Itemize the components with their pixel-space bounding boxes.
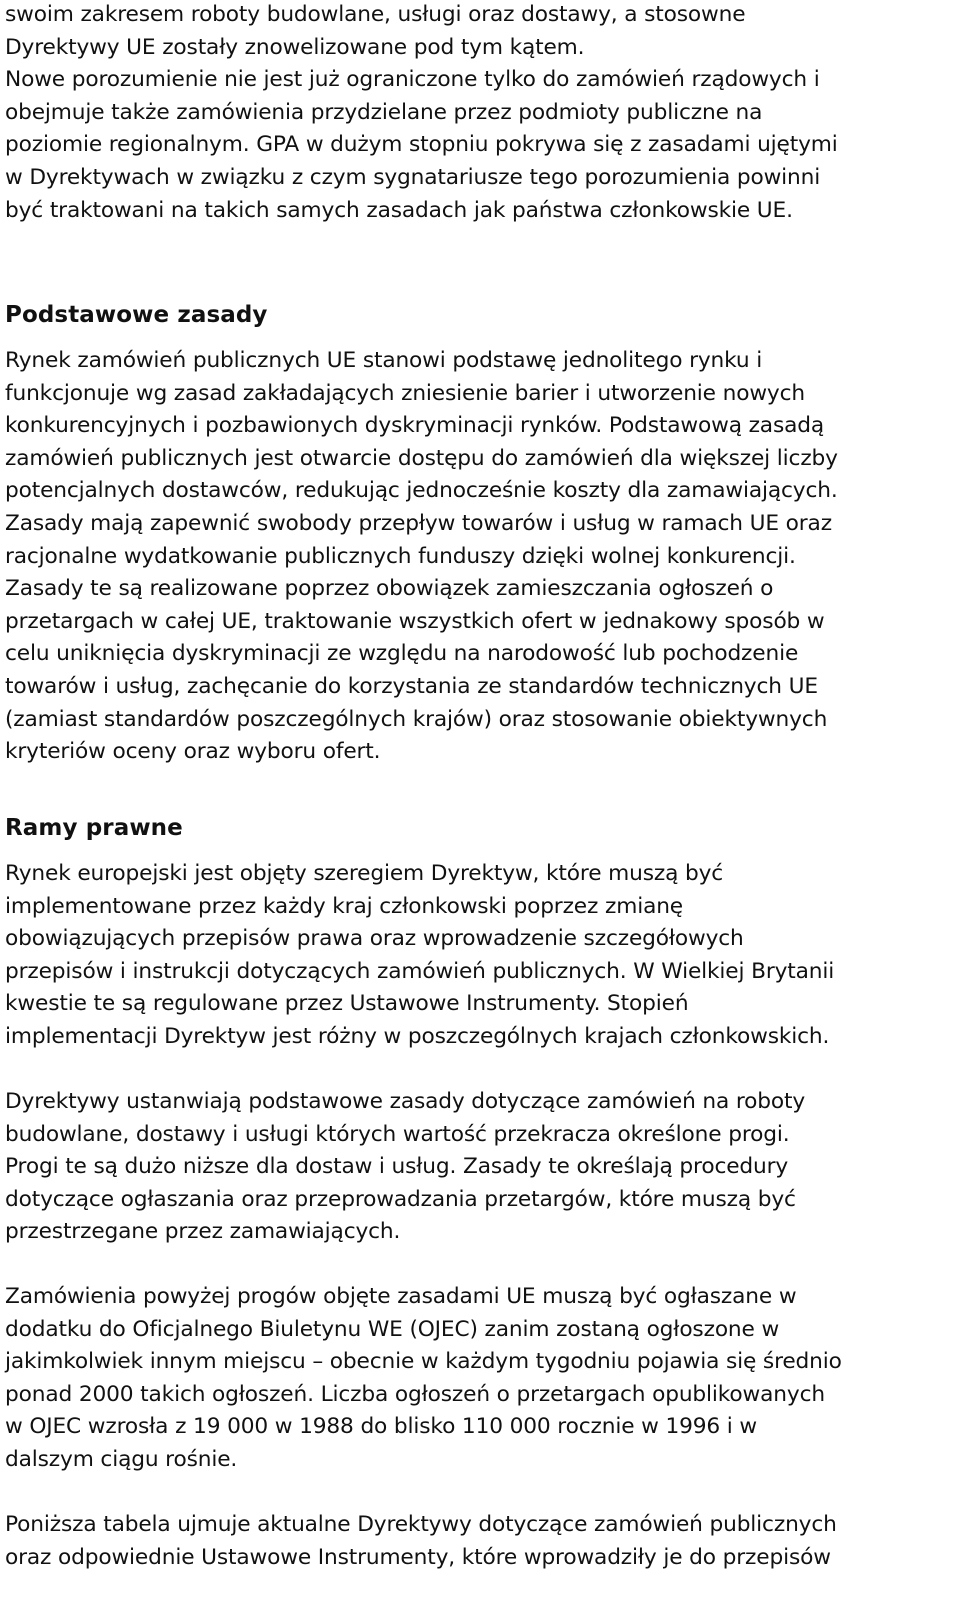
text-line: jakimkolwiek innym miejscu – obecnie w każdym tygodniu pojawia się średnio <box>5 1349 842 1375</box>
text-line: (zamiast standardów poszczególnych krajów) oraz stosowanie obiektywnych <box>5 706 828 732</box>
text-line: implementowane przez każdy kraj członkowski poprzez zmianę <box>5 893 683 919</box>
text-line: ponad 2000 takich ogłoszeń. Liczba ogłoszeń o przetargach opublikowanych <box>5 1381 825 1407</box>
legal-framework-paragraph <box>5 858 834 1054</box>
text-line: swoim zakresem roboty budowlane, usługi oraz dostawy, a stosowne <box>5 2 746 27</box>
text-line: Dyrektywy ustanwiają podstawowe zasady dotyczące zamówień na roboty <box>5 1089 806 1114</box>
text-line: Nowe porozumienie nie jest już ograniczone tylko do zamówień rządowych i <box>5 67 820 93</box>
text-line: przestrzegane przez zamawiających. <box>5 1219 401 1245</box>
text-line: funkcjonuje wg zasad zakładających zniesienie barier i utworzenie nowych <box>5 380 805 406</box>
intro-paragraph <box>5 0 838 227</box>
table-intro-paragraph <box>5 1509 837 1574</box>
text-line: przetargach w całej UE, traktowanie wszystkich ofert w jednakowy sposób w <box>5 608 825 634</box>
text-line: zamówień publicznych jest otwarcie dostępu do zamówień dla większej liczby <box>5 445 838 471</box>
text-line: przepisów i instrukcji dotyczących zamówień publicznych. W Wielkiej Brytanii <box>5 958 835 984</box>
text-line: celu uniknięcia dyskryminacji ze względu na narodowość lub pochodzenie <box>5 641 799 667</box>
section-heading-legal-framework: Ramy prawne <box>5 815 183 841</box>
text-line: obowiązujących przepisów prawa oraz wprowadzenie szczegółowych <box>5 926 744 952</box>
text-line: racjonalne wydatkowanie publicznych funduszy dzięki wolnej konkurencji. <box>5 543 796 569</box>
basic-principles-paragraph <box>5 345 838 769</box>
text-line: towarów i usług, zachęcanie do korzystania ze standardów technicznych UE <box>5 673 818 699</box>
text-line: Progi te są dużo niższe dla dostaw i usług. Zasady te określają procedury <box>5 1154 789 1180</box>
text-line: Poniższa tabela ujmuje aktualne Dyrektywy dotyczące zamówień publicznych <box>5 1512 837 1537</box>
text-line: implementacji Dyrektyw jest różny w poszczególnych krajach członkowskich. <box>5 1023 830 1049</box>
text-line: dalszym ciągu rośnie. <box>5 1446 238 1472</box>
text-line: konkurencyjnych i pozbawionych dyskryminacji rynków. Podstawową zasadą <box>5 413 824 439</box>
text-line: kwestie te są regulowane przez Ustawowe Instrumenty. Stopień <box>5 991 689 1017</box>
ojec-paragraph <box>5 1281 842 1477</box>
text-line: Rynek zamówień publicznych UE stanowi podstawę jednolitego rynku i <box>5 348 763 373</box>
text-line: Zamówienia powyżej progów objęte zasadami UE muszą być ogłaszane w <box>5 1284 797 1309</box>
text-line: Zasady te są realizowane poprzez obowiązek zamieszczania ogłoszeń o <box>5 576 774 602</box>
text-line: potencjalnych dostawców, redukując jednocześnie koszty dla zamawiających. <box>5 478 838 504</box>
text-line: budowlane, dostawy i usługi których wartość przekracza określone progi. <box>5 1121 790 1147</box>
section-heading-basic-principles: Podstawowe zasady <box>5 302 268 328</box>
directives-paragraph <box>5 1086 805 1249</box>
text-line: w OJEC wzrosła z 19 000 w 1988 do blisko 110 000 rocznie w 1996 i w <box>5 1414 758 1440</box>
text-line: Rynek europejski jest objęty szeregiem Dyrektyw, które muszą być <box>5 861 724 886</box>
text-line: poziomie regionalnym. GPA w dużym stopniu pokrywa się z zasadami ujętymi <box>5 132 838 158</box>
text-line: obejmuje także zamówienia przydzielane przez podmioty publiczne na <box>5 99 763 125</box>
text-line: w Dyrektywach w związku z czym sygnatariusze tego porozumienia powinni <box>5 164 821 190</box>
text-line: oraz odpowiednie Ustawowe Instrumenty, które wprowadziły je do przepisów <box>5 1544 831 1570</box>
text-line: kryteriów oceny oraz wyboru ofert. <box>5 739 381 765</box>
text-line: Zasady mają zapewnić swobody przepływ towarów i usług w ramach UE oraz <box>5 510 832 536</box>
text-line: być traktowani na takich samych zasadach jak państwa członkowskie UE. <box>5 197 793 223</box>
text-line: Dyrektywy UE zostały znowelizowane pod tym kątem. <box>5 34 585 60</box>
text-line: dodatku do Oficjalnego Biuletynu WE (OJEC) zanim zostaną ogłoszone w <box>5 1316 780 1342</box>
text-line: dotyczące ogłaszania oraz przeprowadzania przetargów, które muszą być <box>5 1186 796 1212</box>
